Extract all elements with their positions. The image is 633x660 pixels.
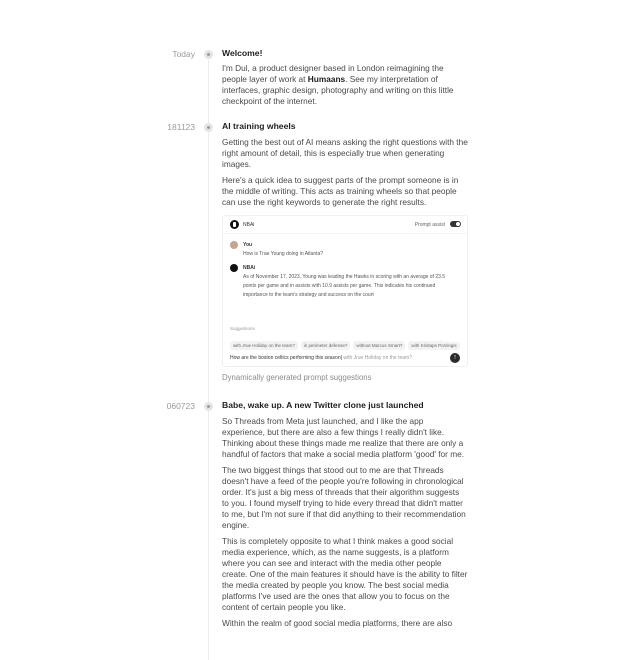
- post-paragraph: Here's a quick idea to suggest parts of the prompt someone is in the middle of writing. This acts as training wheels so that people can use the right keywords to generate the right results.: [222, 175, 459, 207]
- post-paragraph: Getting the best out of AI means asking the right questions with the right amount of detail, this is especially true when generating images.: [222, 137, 468, 169]
- prompt-assist-mockup: [222, 215, 468, 367]
- humaans-link[interactable]: Humaans: [307, 74, 346, 84]
- prompt-assist-toggle[interactable]: [450, 221, 461, 227]
- timeline-dot-icon: [204, 402, 213, 411]
- prompt-input-value: How are the boston celtics performing this season: [230, 355, 341, 361]
- nbai-logo-icon: [230, 220, 239, 229]
- suggestion-chip[interactable]: with Kristaps Porzingis: [408, 341, 459, 350]
- message-text: As of November 17, 2023, Young was leading the Hawks in scoring with an average of 23.5 points per game and in assists with 10.9 assists per game. This indicates his continued importance to the team's strategy and success on the court: [243, 274, 446, 298]
- timeline-dot-icon: [204, 123, 213, 132]
- suggestions-list: [230, 334, 467, 348]
- post-title[interactable]: Babe, wake up. A new Twitter clone just launched: [222, 400, 424, 410]
- post-title[interactable]: AI training wheels: [222, 121, 296, 131]
- suggestions-label: Suggestions: [230, 326, 255, 331]
- message-author: You: [243, 242, 253, 248]
- message-author: NBAi: [243, 265, 256, 271]
- suggestion-chip[interactable]: without Marcus Smart?: [353, 341, 405, 350]
- post-date: 181123: [167, 122, 195, 132]
- figure-caption: Dynamically generated prompt suggestions: [222, 373, 372, 382]
- ai-message: [230, 264, 462, 304]
- message-text: How is Trae Young doing in Atlanta?: [243, 251, 324, 257]
- post-paragraph: [222, 63, 468, 107]
- post-paragraph: Within the realm of good social media platforms, there are also: [222, 618, 453, 628]
- timeline-dot-icon: [204, 50, 213, 59]
- post-date: Today: [172, 49, 195, 59]
- post-content: [222, 400, 468, 634]
- divider: [223, 233, 467, 234]
- suggestion-chip[interactable]: with Jrue Holiday on the team?: [230, 341, 298, 350]
- mockup-header: [230, 220, 461, 230]
- user-message: [230, 241, 462, 261]
- suggestion-chip[interactable]: in perimeter defense?: [301, 341, 351, 350]
- prompt-input[interactable]: How are the boston celtics performing this season| with Jrue Holiday on the team?: [230, 355, 412, 361]
- mockup-brand: NBAi: [243, 222, 255, 228]
- prompt-assist-label: Prompt assist: [414, 222, 445, 228]
- timeline-line: [208, 60, 209, 660]
- post-paragraph: This is completely opposite to what I think makes a good social media experience, which, as the name suggests, is a platform where you can see and interact with the media other people create. One of the main features it should have is the ability to filter the media created by people you know. The best social media platforms I've used are the ones that allow you to focus on the content of certain people you like.: [222, 536, 468, 612]
- suggestions-fade: [437, 334, 467, 343]
- post-content: [222, 121, 468, 382]
- post-paragraph: The two biggest things that stood out to me are that Threads doesn't have a feed of the people you're following in chronological order. It's just a big mess of threads that their algorithm suggests to you. I found myself trying to hide every thread that didn't matter to me, but I'm not sure if that did anything to their recommendation engine.: [222, 465, 466, 530]
- para-text: . See my interpretation of interfaces, graphic design, photography and writing on this little checkpoint of the internet.: [222, 74, 454, 106]
- user-avatar: [230, 241, 238, 249]
- post-title[interactable]: Welcome!: [222, 48, 263, 58]
- prompt-input-ghost: with Jrue Holiday on the team?: [343, 355, 412, 361]
- para-text: I'm Dul, a product designer based in London reimagining the people layer of work at: [222, 63, 444, 84]
- post-paragraph: So Threads from Meta just launched, and I like the app experience, but there are also a few things I really didn't like. Thinking about these things made me realize that there are only a handful of factors that make a social media platform 'good' for me.: [222, 416, 465, 459]
- post-date: 060723: [166, 401, 195, 411]
- nbai-avatar-icon: [230, 264, 238, 272]
- arrow-up-icon[interactable]: ↑: [450, 353, 460, 363]
- post-content: [222, 48, 468, 112]
